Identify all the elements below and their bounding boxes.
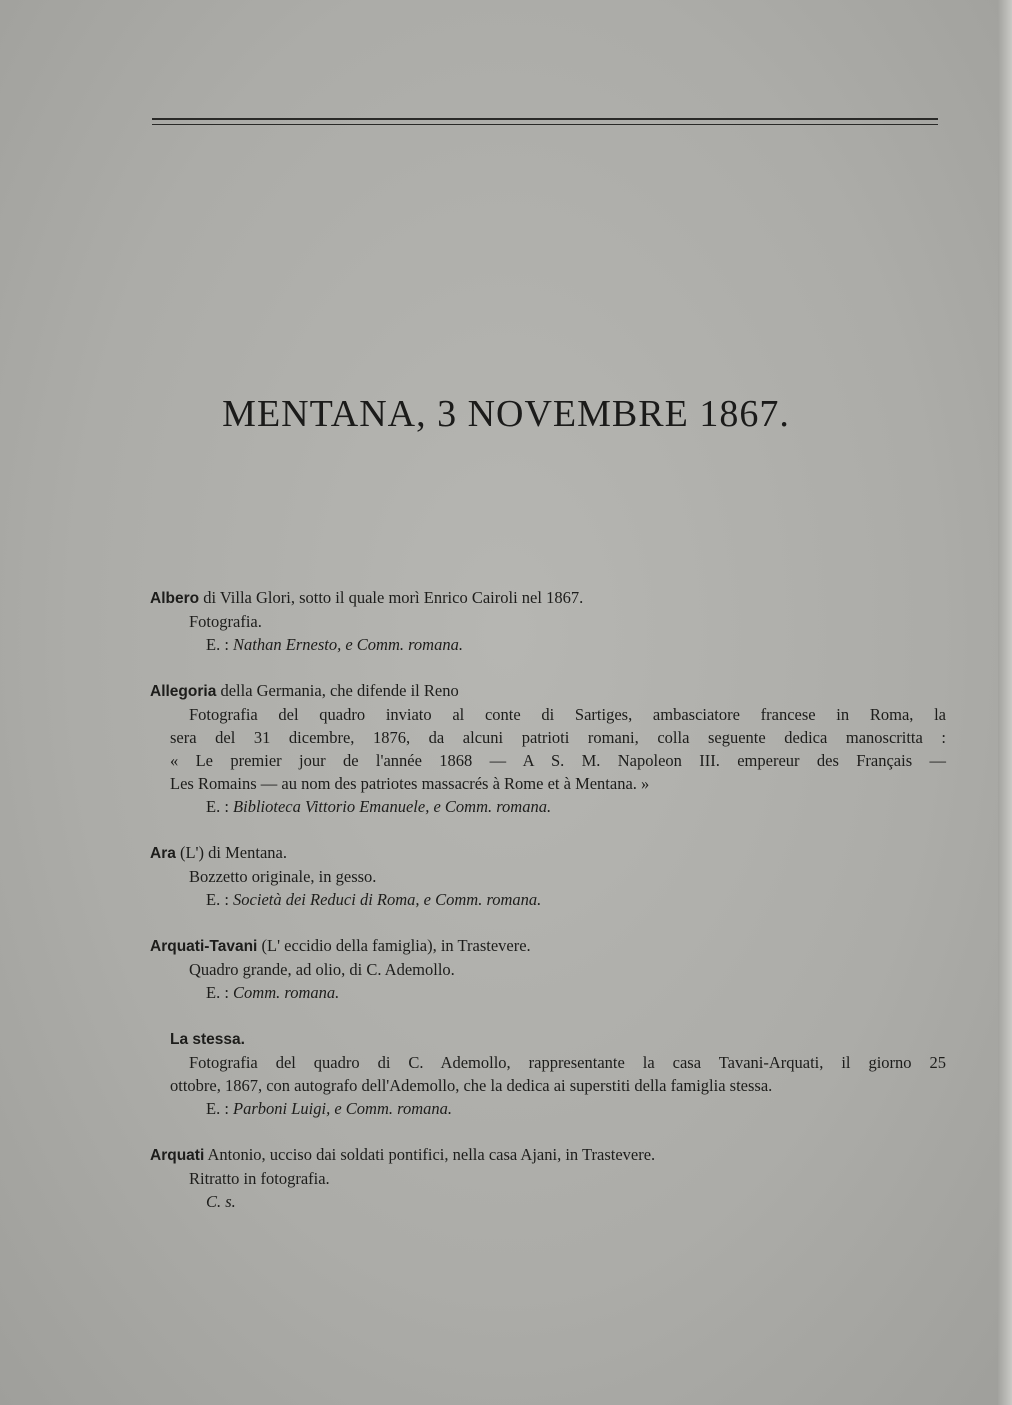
entry-heading: Ara [150,845,176,862]
entry-description [150,1051,946,1097]
entry-source [150,795,946,818]
catalogue-entry [150,1027,946,1120]
description-line: ottobre, 1867, con autografo dell'Ademollo, che la dedica ai superstiti della famiglia stessa. [170,1076,773,1095]
source-prefix: E. : [206,983,234,1002]
entry-heading-line [150,586,946,610]
entry-heading-line [150,934,946,958]
entry-description [150,865,946,888]
entry-heading-line [150,1027,946,1051]
entry-source [150,1190,946,1213]
catalogue-entry [150,934,946,1004]
catalogue-entry [150,841,946,911]
entry-source [150,1097,946,1120]
description-line: Les Romains — au nom des patriotes massacrés à Rome et à Mentana. » [170,774,650,793]
source-name: Società dei Reduci di Roma, e Comm. romana. [233,890,542,909]
entry-description [150,703,946,795]
entry-heading-rest: della Germania, che difende il Reno [216,681,459,700]
catalogue-entry [150,586,946,656]
entry-heading-line [150,841,946,865]
entry-heading-rest: di Villa Glori, sotto il quale morì Enrico Cairoli nel 1867. [199,588,584,607]
catalogue-entry [150,1143,946,1213]
entry-heading: Arquati-Tavani [150,938,258,955]
entry-description [150,958,946,981]
entry-heading-rest: (L') di Mentana. [175,843,287,862]
description-line: sera del 31 dicembre, 1876, da alcuni patrioti romani, colla seguente dedica manoscritta : [170,728,946,747]
catalogue-entries [150,586,946,1236]
source-prefix: E. : [206,890,234,909]
entry-heading: Arquati [150,1147,205,1164]
description-line: Quadro grande, ad olio, di C. Ademollo. [189,960,455,979]
description-line: Ritratto in fotografia. [189,1169,330,1188]
entry-description [150,1167,946,1190]
description-line: Bozzetto originale, in gesso. [189,867,377,886]
entry-heading: Albero [150,590,200,607]
source-name: Nathan Ernesto, e Comm. romana. [233,635,463,654]
source-name: C. s. [206,1192,236,1211]
entry-heading-rest: Antonio, ucciso dai soldati pontifici, nella casa Ajani, in Trastevere. [204,1145,656,1164]
section-title: MENTANA, 3 NOVEMBRE 1867. [222,393,790,435]
entry-source [150,633,946,656]
description-line: Fotografia del quadro inviato al conte di Sartiges, ambasciatore francese in Roma, la [189,705,946,724]
description-line: Fotografia. [189,612,262,631]
description-line: Fotografia del quadro di C. Ademollo, rappresentante la casa Tavani-Arquati, il giorno 25 [189,1053,946,1072]
entry-description [150,610,946,633]
header-rule-thick [152,118,938,120]
source-name: Comm. romana. [233,983,340,1002]
entry-heading-line [150,1143,946,1167]
entry-source [150,981,946,1004]
entry-heading-rest: (L' eccidio della famiglia), in Trastevere. [257,936,531,955]
source-name: Biblioteca Vittorio Emanuele, e Comm. romana. [233,797,552,816]
source-prefix: E. : [206,635,234,654]
entry-heading-line [150,679,946,703]
description-line: « Le premier jour de l'année 1868 — A S. M. Napoleon III. empereur des Français — [170,751,946,770]
entry-heading: La stessa. [170,1031,245,1048]
entry-heading: Allegoria [150,683,217,700]
source-prefix: E. : [206,797,234,816]
entry-source [150,888,946,911]
source-name: Parboni Luigi, e Comm. romana. [233,1099,452,1118]
catalogue-entry [150,679,946,818]
page-edge [998,0,1012,1405]
header-rule-thin [152,124,938,125]
source-prefix: E. : [206,1099,234,1118]
